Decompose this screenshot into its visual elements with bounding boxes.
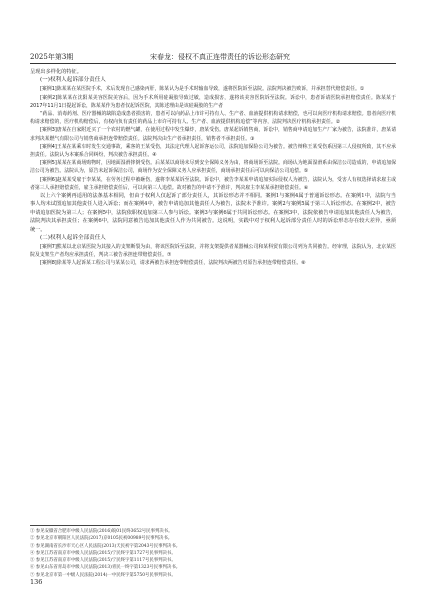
footnote: ④ 参见江苏省南京市中级人民法院(2015)宁民终字第1727号民事判决书。 xyxy=(30,550,176,556)
body-paragraph: 以上六个案例再适用的法条基本相同，但由于权利人仅起诉了部分责任人，其诉讼形态并不相同。案例1与案例4属于普通诉讼形态。在案例1中，法院与当事人均未试图追加其他责任人进入诉讼；而在案例4中，被告申请追加其他责任人为被告，法院未予准许。案例2与案例5属于第三人诉讼形态。在案例2中，被告申请追加医院为第三人；在案例5中，法院依职权追加第三人参与诉讼。案例3与案例6属于共同诉讼形态。在案例3中，法院依被告申请追加其他责任人为被告，法院判决其承担责任；在案例6中，法院同意被告追加其他责任人作为共同被告。这说明，实践中对于权利人起诉部分责任人时的诉讼形态存在较大差异，亟须统一。 xyxy=(30,193,396,233)
case-paragraph: [案例8]徐某等人起诉某工程公司与某某公司，请求两被告承担连带赔偿责任，法院判决两被告对原告承担连带赔偿责任。⑧ xyxy=(40,260,306,267)
footnote: ⑤ 参见江苏省南京市中级人民法院(2015)宁民终字第1117号民事判决书。 xyxy=(30,558,176,564)
case-paragraph: [案例5]某某在某商场购物时，因地面湿滑摔倒受伤。后某某以商场未尽到安全保障义务为由，将商场诉至法院。商场认为地面湿滑系由保洁公司造成的，申请追加保洁公司为被告。法院认为，原告未起诉保洁公司，商场作为安全保障义务人应承担责任，商场承担责任后可以向保洁公司追偿。⑤ xyxy=(30,160,396,175)
running-title: 宋春龙：侵权不真正连带责任的诉讼形态研究 xyxy=(150,53,290,61)
footnote: ⑦ 参见北京市第一中级人民法院(2014)一中民终字第5750号民事判决书。 xyxy=(30,572,176,578)
footnotes xyxy=(30,528,396,579)
footnote: ① 参见安徽省合肥市中级人民法院(2016)皖01民终3652号民事判决书。 xyxy=(30,529,173,534)
header-rule xyxy=(30,63,396,64)
footnote: ⑥ 参见山东省青岛市中级人民法院(2013)青民一终字第1323号民事判决书。 xyxy=(30,565,181,571)
journal-issue: 2025年第3期 xyxy=(30,53,74,61)
case-paragraph: “药品、消毒药剂、医疗器械的缺陷造成患者损害的，患者可以向药品上市许可持有人、生产者、血液提供机构请求赔偿，也可以向医疗机构请求赔偿。患者向医疗机构请求赔偿的，医疗机构赔偿后，有权向负有责任的药品上市许可持有人、生产者、血液提供机构追偿”等内容，法院判决医疗机构承担责任。② xyxy=(30,111,396,126)
footnote: ② 参见北京市朝阳区人民法院(2017)京0105民初00989号民事判决书。 xyxy=(30,536,173,542)
page-number: 136 xyxy=(30,578,43,586)
case-paragraph: [案例6]赵某某受雇于李某某，在劳务过程中被砸伤，遂将李某某诉至法院。诉讼中，被告李某某申请追加实际侵权人为被告，法院认为，受害人有权选择请求雇主或者第三人承担赔偿责任，雇主承担赔偿责任后，可以向第三人追偿。故对被告的申请不予准许，判决雇主李某某承担赔偿责任。⑥ xyxy=(30,176,396,191)
case-paragraph: [案例2]陈某某在沈阳某美容医院美容后，因为手术所用硅凝胶导致过敏，造成损害，遂将该美容医院诉至法院。诉讼中，患者诉请医院承担赔偿责任。陈某某于2017年11月1日提起诉讼，陈某某作为患者仅起诉医院，其陈述理由是该硅凝胶的生产者 xyxy=(30,94,396,109)
section-heading: (一)权利人起诉部分责任人 xyxy=(40,77,106,84)
section-heading: (二)权利人起诉全部责任人 xyxy=(40,235,106,242)
body-paragraph: 呈现出多样化的特征。 xyxy=(30,69,82,75)
case-paragraph: [案例4]王某在某乘车时发生交通事故，乘客的王某受伤，其法定代理人起诉客运公司，法院追加保险公司为被告。被告辩称王某受伤系因第三人侵权所致，其不应承担责任。法院认为本案系合同纠纷，判决被告承担责任。④ xyxy=(30,143,396,159)
case-paragraph: [案例7]熊某以北京某医院为其接入的支架断裂为由，将该医院诉至法院，并将支架提供者某器械公司和某科贸有限公司列为共同被告。经审理，法院认为，北京某医院及支架生产者均应承担责任，判决三被告承担连带赔偿责任。⑦ xyxy=(30,244,396,259)
case-paragraph: [案例3]唐某在自家附近买了一个农村的燃气罐，在使用过程中发生爆炸，唐某受伤。唐某起诉销售商，诉讼中，销售商申请追加生产厂家为被告，法院准许，唐某请求判决某燃气有限公司与销售商承担连带赔偿责任。法院判决由生产者承担责任，销售者不承担责任。③ xyxy=(30,127,396,142)
footnote: ③ 参见湖南省长沙市天心区人民法院(2013)天民初字第2043号民事判决书。 xyxy=(30,543,181,549)
case-paragraph: [案例1]陈某某在某医院手术，术后发现自己感染丙肝，陈某认为是手术时输血导致，遂将医院诉至法院。法院判决被告败诉，并承担替代赔偿责任。① xyxy=(40,86,365,93)
footnote-rule xyxy=(30,525,120,526)
article-body xyxy=(30,68,396,268)
